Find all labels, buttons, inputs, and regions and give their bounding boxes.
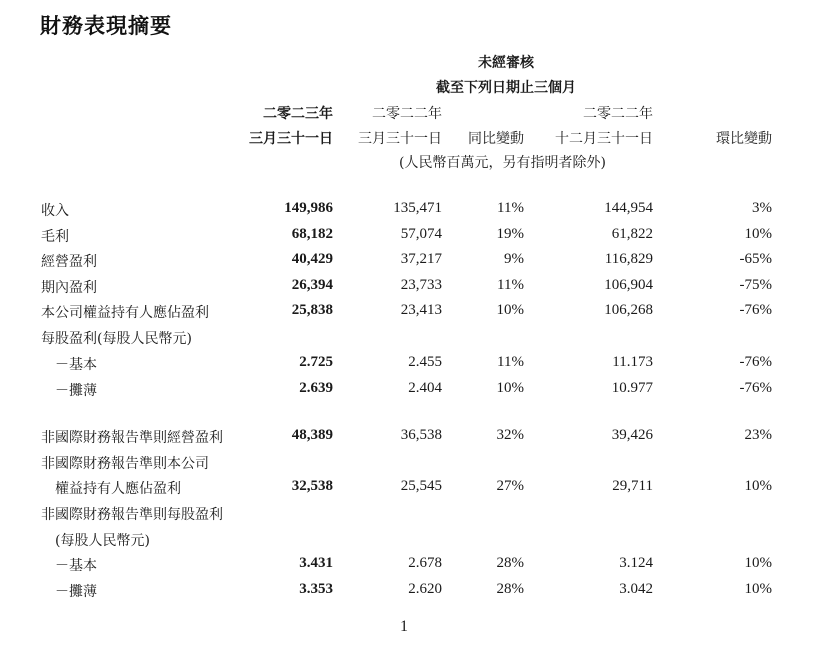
cell-v3: 9% bbox=[504, 251, 524, 267]
cell-v5: -76% bbox=[739, 380, 772, 396]
cell-v2: 2.404 bbox=[408, 380, 442, 396]
col5-header: 環比變動 bbox=[716, 131, 772, 147]
row-label: 經營盈利 bbox=[41, 254, 97, 270]
col4-date: 十二月三十一日 bbox=[555, 131, 653, 147]
col2-date: 三月三十一日 bbox=[358, 131, 442, 147]
cell-v4: 61,822 bbox=[611, 226, 653, 242]
cell-v1: 26,394 bbox=[291, 277, 333, 293]
table-row bbox=[0, 328, 831, 352]
table-row bbox=[0, 504, 831, 528]
table-row bbox=[0, 302, 831, 326]
row-label: －基本 bbox=[55, 357, 97, 373]
row-label: 非國際財務報告準則每股盈利 bbox=[41, 507, 223, 523]
row-label: －攤薄 bbox=[55, 584, 97, 600]
table-row bbox=[0, 427, 831, 451]
table-row bbox=[0, 555, 831, 579]
col4-year: 二零二二年 bbox=[583, 106, 653, 122]
row-label: 期內盈利 bbox=[41, 280, 97, 296]
cell-v4: 11.173 bbox=[612, 354, 653, 370]
cell-v2: 2.678 bbox=[408, 555, 442, 571]
cell-v2: 37,217 bbox=[400, 251, 442, 267]
cell-v4: 3.042 bbox=[619, 581, 653, 597]
cell-v2: 36,538 bbox=[400, 427, 442, 443]
row-label: 收入 bbox=[41, 203, 69, 219]
table-row bbox=[0, 200, 831, 224]
cell-v3: 10% bbox=[496, 380, 524, 396]
row-label: 毛利 bbox=[41, 229, 69, 245]
cell-v2: 25,545 bbox=[400, 478, 442, 494]
cell-v2: 23,733 bbox=[400, 277, 442, 293]
cell-v3: 11% bbox=[497, 277, 524, 293]
unit-note: (人民幣百萬元，另有指明者除外) bbox=[399, 155, 606, 171]
cell-v2: 135,471 bbox=[393, 200, 442, 216]
cell-v1: 2.639 bbox=[299, 380, 333, 396]
cell-v4: 29,711 bbox=[612, 478, 653, 494]
cell-v5: -75% bbox=[739, 277, 772, 293]
row-label: 每股盈利(每股人民幣元) bbox=[41, 331, 192, 347]
col2-year: 二零二二年 bbox=[372, 106, 442, 122]
period-header: 截至下列日期止三個月 bbox=[436, 80, 576, 96]
cell-v1: 40,429 bbox=[291, 251, 333, 267]
cell-v5: -65% bbox=[739, 251, 772, 267]
table-row bbox=[0, 530, 831, 554]
table-row bbox=[0, 226, 831, 250]
row-label: 本公司權益持有人應佔盈利 bbox=[41, 305, 209, 321]
cell-v3: 28% bbox=[496, 555, 524, 571]
cell-v3: 19% bbox=[496, 226, 524, 242]
page-number: 1 bbox=[400, 618, 408, 635]
table-row bbox=[0, 581, 831, 605]
cell-v4: 3.124 bbox=[619, 555, 653, 571]
row-label: －基本 bbox=[55, 558, 97, 574]
cell-v1: 32,538 bbox=[291, 478, 333, 494]
cell-v2: 2.620 bbox=[408, 581, 442, 597]
cell-v5: 10% bbox=[744, 478, 772, 494]
cell-v3: 10% bbox=[496, 302, 524, 318]
cell-v4: 39,426 bbox=[611, 427, 653, 443]
cell-v4: 106,268 bbox=[604, 302, 653, 318]
cell-v5: 3% bbox=[752, 200, 772, 216]
cell-v4: 106,904 bbox=[604, 277, 653, 293]
col1-year: 二零二三年 bbox=[263, 106, 333, 122]
cell-v1: 25,838 bbox=[291, 302, 333, 318]
table-row bbox=[0, 277, 831, 301]
row-label: 非國際財務報告準則本公司 bbox=[41, 456, 209, 472]
col1-date: 三月三十一日 bbox=[249, 131, 333, 147]
cell-v2: 23,413 bbox=[400, 302, 442, 318]
cell-v5: 10% bbox=[744, 555, 772, 571]
col3-header: 同比變動 bbox=[468, 131, 524, 147]
cell-v4: 10.977 bbox=[611, 380, 653, 396]
row-label: (每股人民幣元) bbox=[55, 533, 150, 549]
cell-v3: 28% bbox=[496, 581, 524, 597]
cell-v2: 57,074 bbox=[400, 226, 442, 242]
cell-v5: -76% bbox=[739, 354, 772, 370]
cell-v5: -76% bbox=[739, 302, 772, 318]
cell-v1: 3.431 bbox=[299, 555, 333, 571]
cell-v5: 10% bbox=[744, 226, 772, 242]
table-row bbox=[0, 453, 831, 477]
cell-v2: 2.455 bbox=[408, 354, 442, 370]
cell-v1: 3.353 bbox=[299, 581, 333, 597]
cell-v1: 149,986 bbox=[284, 200, 333, 216]
table-row bbox=[0, 251, 831, 275]
table-row bbox=[0, 380, 831, 404]
unaudited-header: 未經審核 bbox=[478, 55, 534, 71]
cell-v5: 10% bbox=[744, 581, 772, 597]
cell-v3: 11% bbox=[497, 354, 524, 370]
cell-v4: 144,954 bbox=[604, 200, 653, 216]
row-label: 權益持有人應佔盈利 bbox=[55, 481, 181, 497]
cell-v1: 48,389 bbox=[291, 427, 333, 443]
table-row bbox=[0, 478, 831, 502]
cell-v3: 32% bbox=[496, 427, 524, 443]
cell-v3: 27% bbox=[496, 478, 524, 494]
cell-v4: 116,829 bbox=[604, 251, 653, 267]
row-label: －攤薄 bbox=[55, 383, 97, 399]
cell-v3: 11% bbox=[497, 200, 524, 216]
cell-v1: 68,182 bbox=[291, 226, 333, 242]
row-label: 非國際財務報告準則經營盈利 bbox=[41, 430, 223, 446]
page-title: 財務表現摘要 bbox=[40, 14, 172, 38]
cell-v5: 23% bbox=[744, 427, 772, 443]
cell-v1: 2.725 bbox=[299, 354, 333, 370]
table-row bbox=[0, 354, 831, 378]
